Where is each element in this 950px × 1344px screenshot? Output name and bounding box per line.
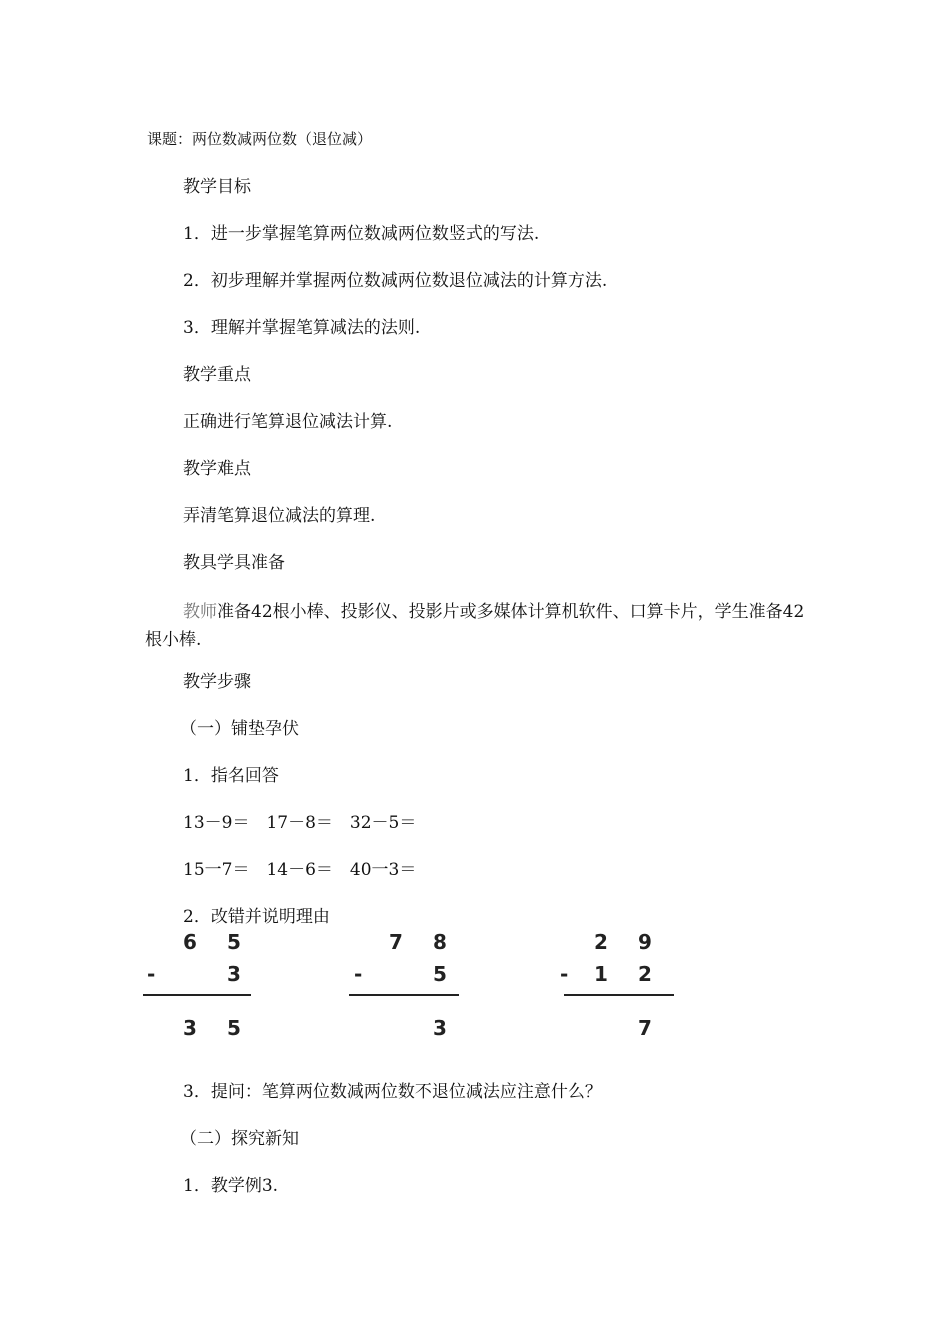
minuend-ones: 8 [433, 930, 447, 954]
tools-teacher-word: 教师 [183, 602, 217, 622]
step-2: 2．改错并说明理由 [183, 907, 330, 927]
step-3: 3．提问：笔算两位数减两位数不退位减法应注意什么？ [183, 1082, 602, 1102]
key-points-heading: 教学重点 [183, 365, 251, 385]
result-ones: 7 [638, 1016, 652, 1040]
sum-rule [564, 994, 674, 996]
vertical-subtraction-3 [556, 928, 676, 1040]
vertical-subtraction-2 [349, 928, 461, 1040]
tools-heading: 教具学具准备 [183, 553, 285, 573]
goal-1: 1．进一步掌握笔算两位数减两位数竖式的写法. [183, 224, 540, 244]
part-2-heading: （二）探究新知 [180, 1129, 299, 1149]
lesson-title: 课题：两位数减两位数（退位减） [147, 130, 373, 148]
subtrahend-ones: 5 [433, 962, 447, 986]
minus-sign: - [354, 962, 363, 986]
step-1: 1．指名回答 [183, 766, 279, 786]
part-1-heading: （一）铺垫孕伏 [180, 719, 299, 739]
example-3: 1．教学例3. [183, 1176, 279, 1196]
result-ones: 5 [227, 1016, 241, 1040]
sum-rule [349, 994, 459, 996]
goal-2: 2．初步理解并掌握两位数减两位数退位减法的计算方法. [183, 271, 608, 291]
result-ones: 3 [433, 1016, 447, 1040]
steps-heading: 教学步骤 [183, 672, 251, 692]
minuend-ones: 9 [638, 930, 652, 954]
minuend-tens: 2 [594, 930, 608, 954]
subtrahend-ones: 2 [638, 962, 652, 986]
tools-paragraph [145, 598, 810, 654]
minus-sign: - [147, 962, 156, 986]
vertical-subtraction-1 [143, 928, 253, 1040]
difficulty-text: 弄清笔算退位减法的算理. [183, 506, 376, 526]
key-points-text: 正确进行笔算退位减法计算. [183, 412, 393, 432]
goal-3: 3．理解并掌握笔算减法的法则. [183, 318, 421, 338]
sum-rule [143, 994, 251, 996]
subtrahend-ones: 3 [227, 962, 241, 986]
tools-text: 准备42根小棒、投影仪、投影片或多媒体计算机软件、口算卡片，学生准备42根小棒. [145, 602, 805, 650]
difficulty-heading: 教学难点 [183, 459, 251, 479]
minuend-tens: 6 [183, 930, 197, 954]
exercise-row-1: 13－9＝ 17－8＝ 32－5＝ [183, 813, 417, 833]
minuend-tens: 7 [389, 930, 403, 954]
goals-heading: 教学目标 [183, 177, 251, 197]
exercise-row-2: 15一7＝ 14－6＝ 40一3＝ [183, 860, 417, 880]
result-tens: 3 [183, 1016, 197, 1040]
minuend-ones: 5 [227, 930, 241, 954]
minus-sign: - [560, 962, 569, 986]
subtrahend-tens: 1 [594, 962, 608, 986]
